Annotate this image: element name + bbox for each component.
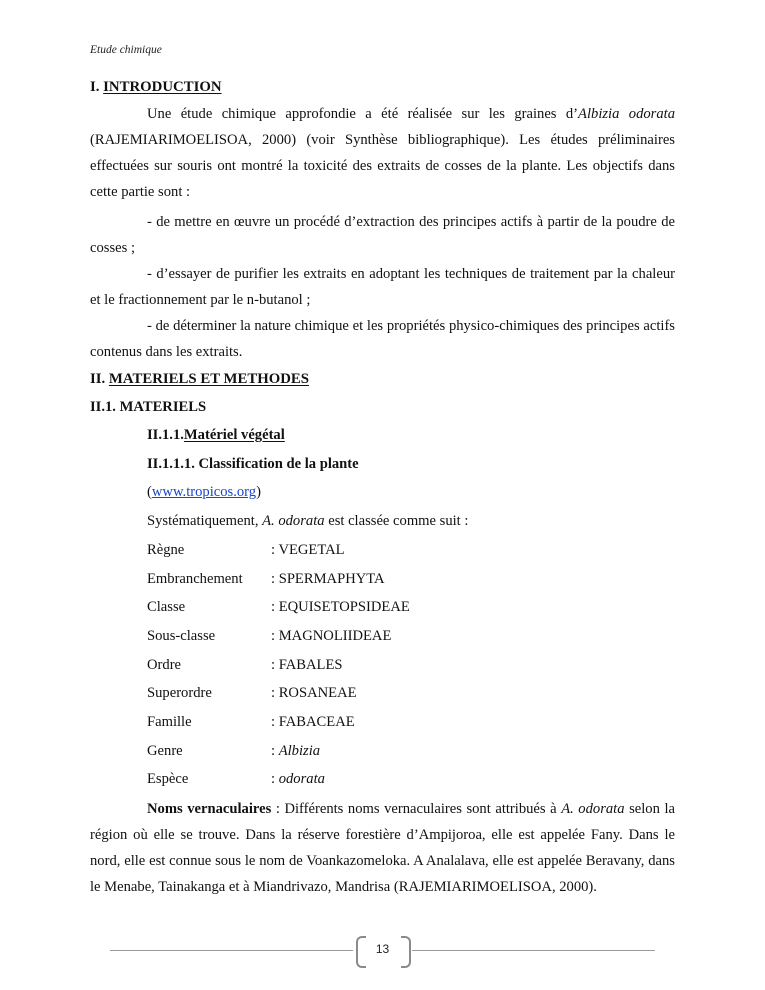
- classification-row: [147, 737, 675, 766]
- rank-value: : FABALES: [271, 656, 343, 673]
- footer-rule-right: [412, 950, 655, 951]
- rank-label: Superordre: [147, 685, 212, 702]
- right-bracket-icon: [401, 936, 411, 968]
- rank-value-prefix: :: [271, 771, 279, 788]
- subsection-heading-materiels: II.1. MATERIELS: [90, 399, 207, 415]
- objective-1: - de mettre en œuvre un procédé d’extraction des principes actifs à partir de la poudre de cosses ;: [90, 214, 675, 256]
- rank-value-prefix: :: [271, 742, 279, 759]
- vernacular-text-b: selon la région où elle se trouve. Dans la réserve forestière d’Ampijoroa, elle est appelée Fany. Dans le nord, elle est connue sous le nom de Voankazomeloka. A Analalava, elle est appelée Beravany, dans le Menabe, Tainakanga et à Miandrivazo, Mandrisa (RAJEMIARIMOELISOA, 2000).: [90, 801, 675, 896]
- rank-value: : MAGNOLIIDEAE: [271, 627, 392, 644]
- section-title: MATERIELS ET METHODES: [108, 371, 310, 387]
- footer-rule-left: [110, 950, 353, 951]
- classification-row: [147, 679, 675, 708]
- tropicos-link[interactable]: www.tropicos.org: [151, 484, 257, 501]
- page-number: 13: [375, 942, 390, 956]
- systematics-text-b: est classée comme suit :: [324, 513, 469, 530]
- section-title: INTRODUCTION: [103, 79, 222, 95]
- paren-open: (: [147, 484, 152, 501]
- classification-heading: II.1.1.1. Classification de la plante: [147, 455, 359, 472]
- rank-value: : ROSANEAE: [271, 685, 357, 702]
- rank-label: Embranchement: [147, 570, 243, 587]
- section-number: I.: [90, 79, 104, 95]
- classification-row: [147, 593, 675, 622]
- genus-name: Albizia: [278, 742, 321, 759]
- subsubsection-heading: [147, 421, 675, 450]
- species-name: A. odorata: [561, 801, 625, 818]
- rank-value: : FABACEAE: [271, 714, 355, 731]
- page-body: [90, 76, 675, 900]
- rank-label: Sous-classe: [147, 627, 216, 644]
- classification-table: [147, 536, 675, 794]
- subsection-content: [147, 421, 675, 794]
- source-reference: [147, 478, 675, 507]
- species-epithet: odorata: [278, 771, 325, 788]
- rank-label: Ordre: [147, 656, 182, 673]
- subsubsection-number: II.1.1.: [147, 427, 184, 443]
- rank-value: : EQUISETOPSIDEAE: [271, 599, 410, 616]
- paren-close: ): [256, 484, 261, 501]
- objective-3: - de déterminer la nature chimique et les propriétés physico-chimiques des principes actifs contenus dans les extraits.: [90, 318, 675, 360]
- rank-label: Règne: [147, 541, 185, 558]
- objective-2: - d’essayer de purifier les extraits en adoptant les techniques de traitement par la chaleur et le fractionnement par le n-butanol ;: [90, 266, 675, 308]
- species-name: Albizia odorata: [578, 106, 676, 122]
- rank-value: [271, 765, 325, 794]
- section-heading-introduction: [90, 76, 675, 98]
- page-footer: [110, 936, 655, 966]
- rank-label: Genre: [147, 742, 183, 759]
- rank-label: Famille: [147, 714, 192, 731]
- classification-row: [147, 565, 675, 594]
- vernacular-text-a: : Différents noms vernaculaires sont attribués à: [271, 801, 562, 818]
- rank-value: : SPERMAPHYTA: [271, 570, 385, 587]
- classification-row: [147, 622, 675, 651]
- species-name: A. odorata: [262, 513, 325, 530]
- classification-row: [147, 536, 675, 565]
- classification-row: [147, 651, 675, 680]
- rank-value: [271, 737, 320, 766]
- vernacular-label: Noms vernaculaires: [147, 801, 272, 818]
- classification-row: [147, 765, 675, 794]
- systematics-intro: [147, 507, 675, 536]
- section-number: II.: [90, 371, 109, 387]
- subsubsection-title: Matériel végétal: [183, 427, 285, 443]
- rank-value: : VEGETAL: [271, 541, 345, 558]
- rank-label: Espèce: [147, 771, 189, 788]
- running-header: Etude chimique: [90, 44, 162, 56]
- left-bracket-icon: [356, 936, 366, 968]
- rank-label: Classe: [147, 599, 186, 616]
- intro-text-b: (RAJEMIARIMOELISOA, 2000) (voir Synthèse bibliographique). Les études préliminaires effectuées sur souris ont montré la toxicité des extraits de cosses de la plante. Les objectifs dans cette partie sont :: [90, 132, 675, 200]
- intro-paragraph: [90, 101, 675, 205]
- section-heading-methods: [90, 365, 675, 393]
- systematics-text-a: Systématiquement,: [147, 513, 263, 530]
- vernacular-paragraph: [90, 796, 675, 900]
- classification-row: [147, 708, 675, 737]
- intro-text-a: Une étude chimique approfondie a été réalisée sur les graines d’: [147, 106, 579, 122]
